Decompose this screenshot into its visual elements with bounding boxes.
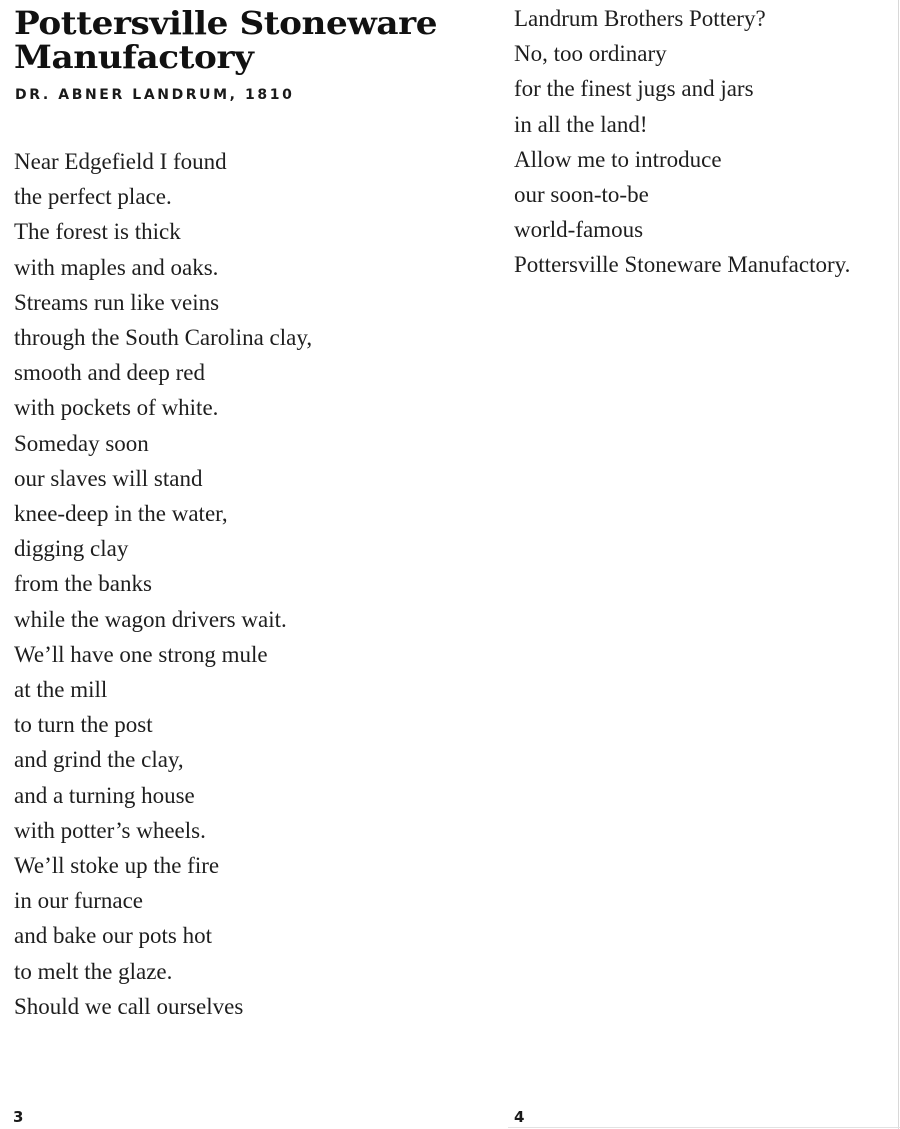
poem-title-line-1: Pottersville Stoneware (14, 4, 438, 42)
poem-line: from the banks (14, 571, 152, 597)
page-number-left: 3 (13, 1108, 24, 1126)
poem-line: world-famous (514, 217, 644, 243)
poem-line: The forest is thick (14, 219, 181, 245)
poem-line: Landrum Brothers Pottery? (514, 6, 766, 31)
poem-line: to melt the glaze. (14, 958, 173, 984)
poem-line: in our furnace (14, 888, 143, 914)
poem-right-column (514, 1, 850, 283)
page-number-right: 4 (514, 1108, 525, 1126)
poem-line: Should we call ourselves (14, 993, 244, 1019)
poem-speaker: DR. ABNER LANDRUM, 1810 (15, 87, 295, 103)
poem-line: and grind the clay, (14, 747, 184, 773)
poem-line: and a turning house (14, 782, 195, 808)
page-bottom-divider (508, 1127, 900, 1128)
poem-line: Near Edgefield I found (14, 149, 227, 174)
poem-line: our slaves will stand (14, 465, 203, 491)
poem-line: with pockets of white. (14, 395, 219, 421)
poem-line: Streams run like veins (14, 289, 220, 315)
poem-line: digging clay (14, 536, 129, 562)
poem-line: while the wagon drivers wait. (14, 606, 287, 632)
poem-line: We’ll stoke up the fire (14, 853, 220, 879)
poem-line: the perfect place. (14, 184, 172, 210)
poem-line: for the finest jugs and jars (514, 76, 754, 102)
poem-line: knee-deep in the water, (14, 501, 228, 527)
poem-title (14, 6, 528, 74)
poem-line: Someday soon (14, 430, 149, 456)
poem-left-column (14, 144, 312, 1024)
poem-line: our soon-to-be (514, 182, 649, 208)
poem-title-line-2: Manufactory (14, 38, 254, 76)
poem-line: and bake our pots hot (14, 923, 213, 949)
page-edge-divider (898, 0, 899, 1129)
poem-line: with potter’s wheels. (14, 817, 206, 843)
poem-line: smooth and deep red (14, 360, 205, 386)
poem-line: to turn the post (14, 712, 153, 738)
poem-line: at the mill (14, 677, 108, 703)
poem-line: We’ll have one strong mule (14, 641, 268, 667)
poem-line: No, too ordinary (514, 41, 667, 67)
poem-line: with maples and oaks. (14, 254, 219, 280)
poem-line: Pottersville Stoneware Manufactory. (514, 252, 851, 278)
poem-line: Allow me to introduce (514, 146, 722, 172)
poem-line: in all the land! (514, 111, 648, 137)
poem-line: through the South Carolina clay, (14, 325, 313, 351)
